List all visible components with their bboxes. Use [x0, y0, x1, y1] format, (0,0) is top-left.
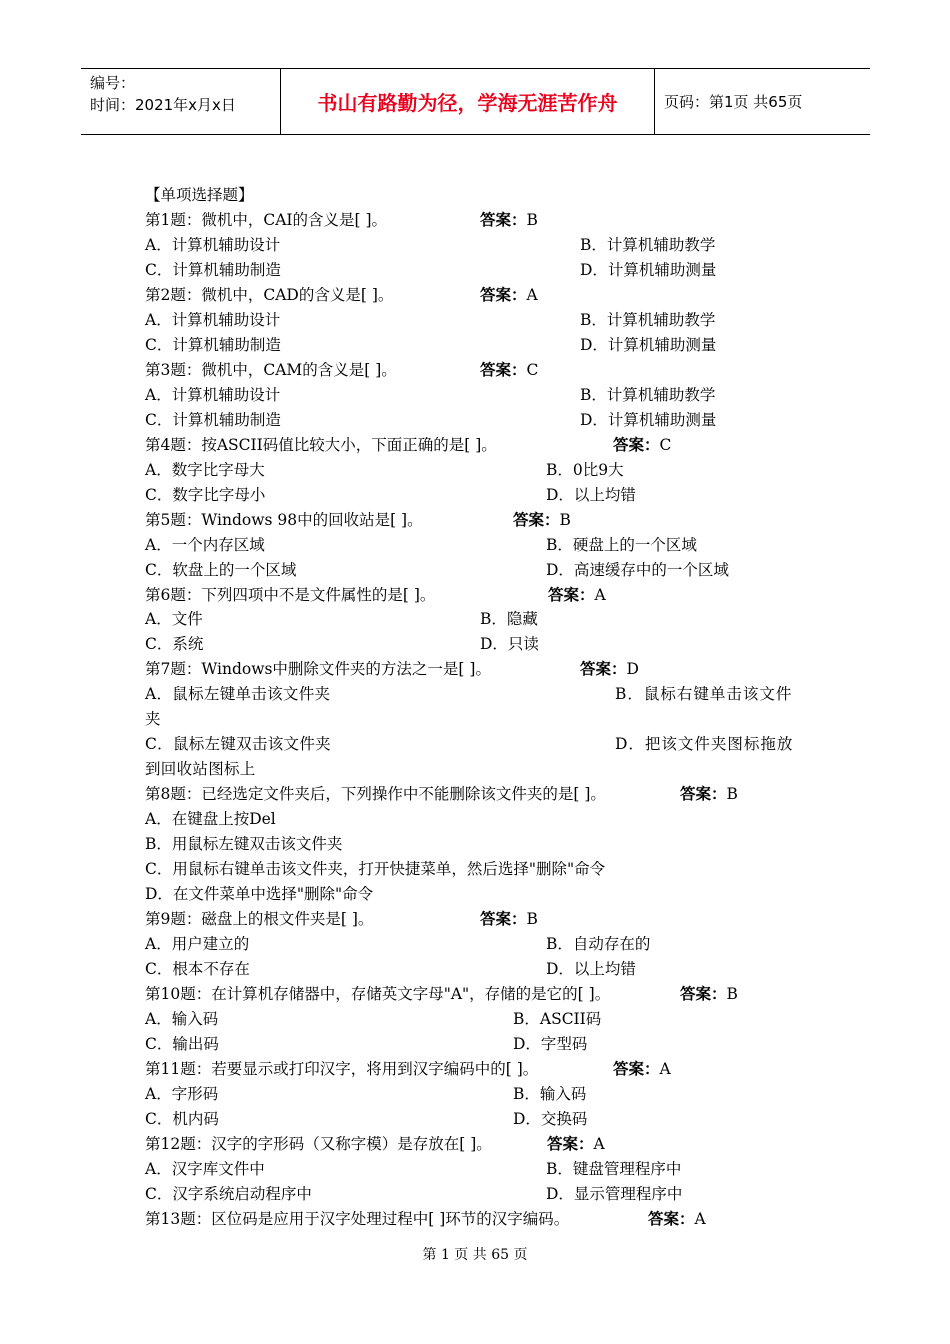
answer-value: A: [593, 1134, 605, 1153]
question-text: 第13题：区位码是应用于汉字处理过程中[ ]环节的汉字编码。: [145, 1209, 570, 1228]
option-row: [145, 707, 825, 732]
question-text: 第9题：磁盘上的根文件夹是[ ]。: [145, 910, 374, 929]
answer-value: A: [659, 1059, 671, 1078]
answer-value: D: [626, 660, 639, 679]
option-row: [145, 757, 825, 782]
option: B．鼠标右键单击该文件: [615, 685, 793, 704]
option-row: [145, 957, 825, 982]
number-label: 编号：: [90, 74, 136, 92]
option-row: [145, 1157, 825, 1182]
question-text: 第12题：汉字的字形码（又称字模）是存放在[ ]。: [145, 1134, 492, 1153]
answer: [648, 1207, 706, 1232]
option-row: [145, 932, 825, 957]
answer-label: 答案：: [580, 660, 627, 679]
option: 夹: [145, 710, 161, 729]
option: B．键盘管理程序中: [546, 1159, 682, 1178]
option-row: [145, 308, 825, 333]
header-page-info: 页码：第1页 共65页: [664, 93, 803, 111]
option: C．汉字系统启动程序中: [145, 1184, 312, 1203]
option: C．机内码: [145, 1109, 219, 1128]
answer-value: A: [694, 1209, 706, 1228]
option: D．以上均错: [546, 485, 636, 504]
option: A．用户建立的: [145, 935, 250, 954]
option: B．硬盘上的一个区域: [546, 535, 697, 554]
question-stem: [145, 358, 825, 383]
question-text: 第10题：在计算机存储器中，存储英文字母"A"，存储的是它的[ ]。: [145, 985, 611, 1003]
option: A．计算机辅助设计: [145, 310, 281, 329]
option-row: [145, 383, 825, 408]
option-row: [145, 233, 825, 258]
option: B．计算机辅助教学: [580, 310, 716, 329]
option: D．交换码: [513, 1109, 588, 1128]
option: D．字型码: [513, 1034, 588, 1053]
question-list: [145, 183, 825, 1232]
option-row: [145, 558, 825, 583]
option: B．用鼠标左键双击该文件夹: [145, 835, 343, 854]
option: A．字形码: [145, 1084, 219, 1103]
question-text: 第4题：按ASCII码值比较大小，下面正确的是[ ]。: [145, 435, 497, 454]
option-row: [145, 1032, 825, 1057]
section-title: 【单项选择题】: [145, 186, 254, 204]
option: A．计算机辅助设计: [145, 235, 281, 254]
option: C．系统: [145, 635, 204, 654]
question-stem: [145, 208, 825, 233]
answer-value: B: [726, 785, 738, 804]
answer-label: 答案：: [480, 360, 527, 379]
question-text: 第1题：微机中，CAI的含义是[ ]。: [145, 210, 388, 229]
question-text: 第11题：若要显示或打印汉字，将用到汉字编码中的[ ]。: [145, 1059, 539, 1078]
option: B．计算机辅助教学: [580, 235, 716, 254]
question-stem: [145, 907, 825, 932]
answer-value: C: [659, 435, 672, 454]
answer: [547, 1132, 605, 1157]
question-stem: [145, 283, 825, 308]
answer-label: 答案：: [648, 1209, 695, 1228]
answer: [480, 907, 538, 932]
answer-label: 答案：: [480, 285, 527, 304]
question-stem: [145, 433, 825, 458]
option-row: [145, 732, 825, 757]
option: B．输入码: [513, 1084, 587, 1103]
option: A．在键盘上按Del: [145, 810, 276, 829]
option-row: [145, 1082, 825, 1107]
answer-value: B: [726, 985, 738, 1003]
answer-label: 答案：: [680, 785, 727, 804]
question-text: 第6题：下列四项中不是文件属性的是[ ]。: [145, 585, 436, 604]
option: D．高速缓存中的一个区域: [546, 560, 729, 579]
option: A．输入码: [145, 1009, 219, 1028]
header-table: [81, 68, 870, 135]
question-stem: [145, 1057, 825, 1082]
answer-label: 答案：: [613, 1059, 660, 1078]
option: A．鼠标左键单击该文件夹: [145, 685, 331, 704]
option: C．计算机辅助制造: [145, 410, 281, 429]
option-row: [145, 1007, 825, 1032]
question-stem: [145, 1132, 825, 1157]
option: A．文件: [145, 610, 203, 629]
option: A．一个内存区域: [145, 535, 265, 554]
question-stem: [145, 982, 825, 1007]
option-row: [145, 483, 825, 508]
option: C．计算机辅助制造: [145, 335, 281, 354]
option: B．ASCII码: [513, 1009, 602, 1028]
option-row: [145, 1182, 825, 1207]
question-stem: [145, 782, 825, 807]
option: D．以上均错: [546, 960, 636, 979]
option: C．根本不存在: [145, 960, 250, 979]
answer-value: A: [594, 585, 606, 604]
answer: [580, 657, 639, 682]
answer-label: 答案：: [613, 435, 660, 454]
date-label: 时间：2021年x月x日: [90, 96, 236, 114]
option: A．数字比字母大: [145, 460, 265, 479]
answer-label: 答案：: [548, 585, 595, 604]
question-stem: [145, 508, 825, 533]
answer: [480, 283, 538, 308]
option: D．把该文件夹图标拖放: [615, 735, 794, 754]
answer-value: B: [526, 210, 538, 229]
option: D．只读: [480, 635, 539, 654]
option: D．显示管理程序中: [546, 1184, 683, 1203]
option-row: [145, 408, 825, 433]
answer: [680, 982, 738, 1007]
answer: [548, 583, 606, 608]
question-text: 第7题：Windows中删除文件夹的方法之一是[ ]。: [145, 660, 491, 679]
option-row: [145, 258, 825, 283]
option: C．数字比字母小: [145, 485, 266, 504]
option: D．计算机辅助测量: [580, 410, 717, 429]
answer: [680, 782, 738, 807]
header-motto: 书山有路勤为径，学海无涯苦作舟: [281, 69, 655, 134]
option: C．软盘上的一个区域: [145, 560, 297, 579]
option-row: [145, 632, 825, 657]
option: C．鼠标左键双击该文件夹: [145, 735, 331, 754]
question-stem: [145, 657, 825, 682]
answer: [613, 433, 671, 458]
option: C．计算机辅助制造: [145, 260, 281, 279]
option: 到回收站图标上: [145, 760, 256, 779]
answer-label: 答案：: [513, 510, 560, 529]
answer-label: 答案：: [480, 910, 527, 929]
question-stem: [145, 1207, 825, 1232]
answer-label: 答案：: [480, 210, 527, 229]
option: A．计算机辅助设计: [145, 385, 281, 404]
option: C．用鼠标右键单击该文件夹，打开快捷菜单，然后选择"删除"命令: [145, 860, 606, 879]
answer-value: A: [526, 285, 538, 304]
question-stem: [145, 583, 825, 608]
answer-value: C: [526, 360, 539, 379]
answer: [613, 1057, 671, 1082]
header-meta: [81, 69, 281, 134]
option-row: [145, 458, 825, 483]
option-row: [145, 682, 825, 707]
question-text: 第5题：Windows 98中的回收站是[ ]。: [145, 510, 423, 529]
option: B．0比9大: [546, 460, 624, 479]
answer-value: B: [526, 910, 538, 929]
option: D．在文件菜单中选择"删除"命令: [145, 885, 374, 904]
option-row: [145, 533, 825, 558]
answer-label: 答案：: [547, 1134, 594, 1153]
option-row: [145, 1107, 825, 1132]
option: B．计算机辅助教学: [580, 385, 716, 404]
question-text: 第8题：已经选定文件夹后，下列操作中不能删除该文件夹的是[ ]。: [145, 785, 606, 804]
page-footer: 第 1 页 共 65 页: [422, 1247, 528, 1263]
option: C．输出码: [145, 1034, 219, 1053]
question-text: 第3题：微机中，CAM的含义是[ ]。: [145, 360, 397, 379]
option: D．计算机辅助测量: [580, 260, 717, 279]
option: A．汉字库文件中: [145, 1159, 265, 1178]
answer-label: 答案：: [680, 985, 727, 1003]
option-row: [145, 607, 825, 632]
answer-value: B: [559, 510, 571, 529]
answer: [513, 508, 571, 533]
answer: [480, 208, 538, 233]
option-row: [145, 333, 825, 358]
question-text: 第2题：微机中，CAD的含义是[ ]。: [145, 285, 394, 304]
answer: [480, 358, 538, 383]
option: B．隐藏: [480, 610, 538, 629]
option: D．计算机辅助测量: [580, 335, 717, 354]
option: B．自动存在的: [546, 935, 651, 954]
